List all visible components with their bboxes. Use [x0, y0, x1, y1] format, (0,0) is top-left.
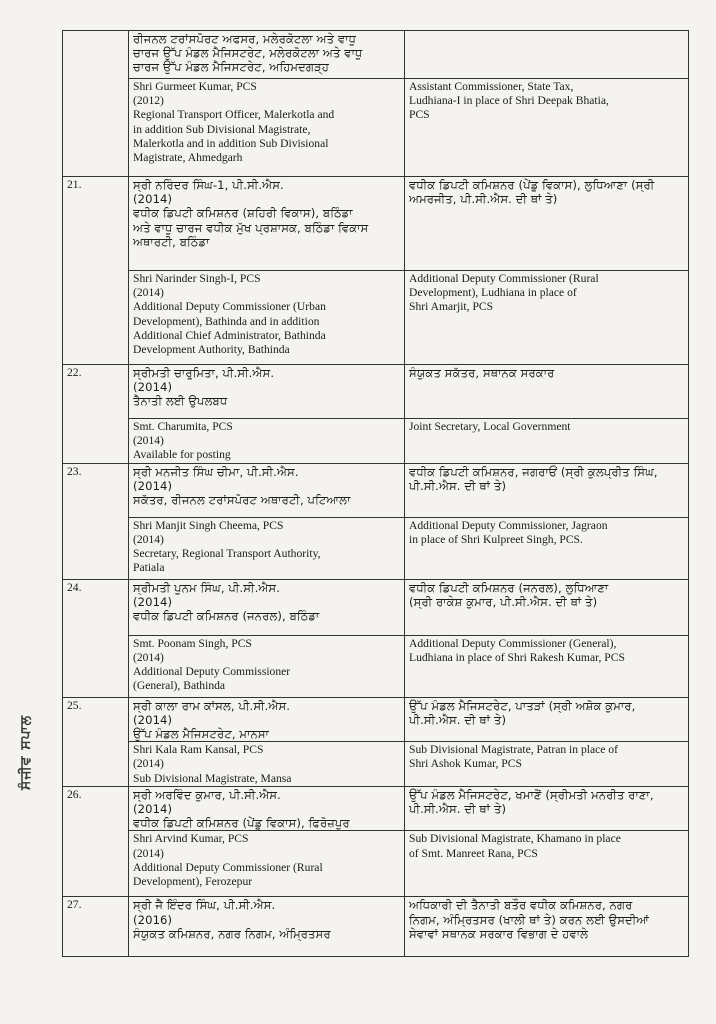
- text-line: ਸ੍ਰੀਮਤੀ ਪੂਨਮ ਸਿੰਘ, ਪੀ.ਸੀ.ਐਸ.: [133, 580, 281, 595]
- text-line: Smt. Poonam Singh, PCS: [133, 636, 252, 650]
- text-line: ਵਧੀਕ ਡਿਪਟੀ ਕਮਿਸ਼ਨਰ, ਜਗਰਾਓਂ (ਸ੍ਰੀ ਕੁਲਪ੍ਰੀਤ ਸਿੰਘ,: [409, 464, 658, 479]
- text-line: Regional Transport Officer, Malerkotla and: [133, 108, 335, 122]
- table-row: [63, 79, 689, 177]
- text-line: (2014): [133, 846, 164, 860]
- text-line: ਉੱਪ ਮੰਡਲ ਮੈਜਿਸਟਰੇਟ, ਮਾਨਸਾ: [133, 727, 269, 742]
- text-line: (2014): [133, 650, 164, 664]
- posting-cell-punjabi: [405, 31, 689, 79]
- text-line: ਸ੍ਰੀਮਤੀ ਚਾਰੂਮਿਤਾ, ਪੀ.ਸੀ.ਐਸ.: [133, 366, 275, 380]
- text-line: ਉੱਪ ਮੰਡਲ ਮੈਜਿਸਟਰੇਟ, ਪਾਤੜਾਂ (ਸ੍ਰੀ ਅਸ਼ੋਕ ਕੁਮਾਰ,: [409, 698, 636, 713]
- text-line: ਅਥਾਰਟੀ, ਬਠਿੰਡਾ: [133, 234, 210, 249]
- text-line: Available for posting: [133, 448, 231, 462]
- text-line: Shri Ashok Kumar, PCS: [409, 757, 522, 771]
- text-line: Joint Secretary, Local Government: [409, 420, 571, 433]
- text-line: Sub Divisional Magistrate, Mansa: [133, 771, 292, 785]
- text-line: (2014): [133, 532, 164, 546]
- text-line: Development), Bathinda and in addition: [133, 314, 320, 328]
- posting-cell-english: [405, 517, 689, 579]
- posting-cell-english: [405, 635, 689, 697]
- text-line: ਸ੍ਰੀ ਮਨਜੀਤ ਸਿੰਘ ਚੀਮਾ, ਪੀ.ਸੀ.ਐਸ.: [133, 464, 299, 479]
- text-line: (2014): [133, 802, 173, 817]
- text-line: Shri Kala Ram Kansal, PCS: [133, 743, 264, 757]
- officer-cell-english: [129, 635, 405, 697]
- text-line: Shri Arvind Kumar, PCS: [133, 832, 249, 846]
- serial-number: 26.: [63, 786, 129, 897]
- table-row: [63, 897, 689, 957]
- text-line: ਵਧੀਕ ਡਿਪਟੀ ਕਮਿਸ਼ਨਰ (ਜਨਰਲ), ਬਠਿੰਡਾ: [133, 609, 320, 624]
- text-line: ਸੰਯੁਕਤ ਸਕੱਤਰ, ਸਥਾਨਕ ਸਰਕਾਰ: [409, 366, 555, 380]
- officer-cell-punjabi: [129, 786, 405, 831]
- transfer-order-table: [62, 30, 689, 957]
- text-line: Patiala: [133, 561, 165, 575]
- text-line: Development), Ludhiana in place of: [409, 286, 577, 300]
- posting-cell-punjabi: [405, 786, 689, 831]
- text-line: Shri Narinder Singh-I, PCS: [133, 272, 261, 285]
- text-line: (General), Bathinda: [133, 679, 226, 693]
- posting-cell-english: [405, 79, 689, 177]
- text-line: Shri Manjit Singh Cheema, PCS: [133, 518, 284, 532]
- text-line: Additional Deputy Commissioner, Jagraon: [409, 518, 608, 532]
- text-line: ਅਤੇ ਵਾਧੂ ਚਾਰਜ ਵਧੀਕ ਮੁੱਖ ਪ੍ਰਸ਼ਾਸਕ, ਬਠਿੰਡਾ ਵਿਕਾਸ: [133, 220, 369, 235]
- officer-cell-english: [129, 517, 405, 579]
- table-row: [63, 697, 689, 742]
- text-line: ਪੀ.ਸੀ.ਐਸ. ਦੀ ਥਾਂ ਤੇ): [409, 478, 507, 493]
- text-line: Magistrate, Ahmedgarh: [133, 151, 243, 165]
- text-line: ਵਧੀਕ ਡਿਪਟੀ ਕਮਿਸ਼ਨਰ (ਜਨਰਲ), ਲੁਧਿਆਣਾ: [409, 580, 609, 595]
- posting-cell-punjabi: [405, 579, 689, 635]
- text-line: Secretary, Regional Transport Authority,: [133, 547, 321, 561]
- text-line: Ludhiana-I in place of Shri Deepak Bhatia,: [409, 94, 609, 108]
- posting-cell-english: [405, 271, 689, 365]
- table-row: [63, 786, 689, 831]
- text-line: ਚਾਰਜ ਉੱਪ ਮੰਡਲ ਮੈਜਿਸਟਰੇਟ, ਮਲੇਰਕੋਟਲਾ ਅਤੇ ਵਾਧੂ: [133, 46, 363, 61]
- serial-number: 23.: [63, 463, 129, 579]
- text-line: (2014): [133, 757, 164, 771]
- text-line: ਅਧਿਕਾਰੀ ਦੀ ਤੈਨਾਤੀ ਬਤੌਰ ਵਧੀਕ ਕਮਿਸ਼ਨਰ, ਨਗਰ: [409, 898, 633, 913]
- text-line: Additional Deputy Commissioner (Urban: [133, 300, 326, 314]
- table-body: [63, 31, 689, 957]
- posting-cell-punjabi: [405, 697, 689, 742]
- text-line: ਸ੍ਰੀ ਨਰਿੰਦਰ ਸਿੰਘ-1, ਪੀ.ਸੀ.ਐਸ.: [133, 178, 284, 192]
- officer-cell-punjabi: [129, 897, 405, 957]
- text-line: of Smt. Manreet Rana, PCS: [409, 846, 538, 860]
- serial-number: 21.: [63, 177, 129, 365]
- text-line: Shri Gurmeet Kumar, PCS: [133, 80, 257, 93]
- text-line: in addition Sub Divisional Magistrate,: [133, 122, 311, 136]
- table-row: [63, 517, 689, 579]
- posting-cell-english: [405, 419, 689, 464]
- table-row: [63, 419, 689, 464]
- text-line: Additional Deputy Commissioner: [133, 665, 291, 679]
- text-line: Development Authority, Bathinda: [133, 343, 290, 357]
- text-line: ਸੇਵਾਵਾਂ ਸਥਾਨਕ ਸਰਕਾਰ ਵਿਭਾਗ ਦੇ ਹਵਾਲੇ: [409, 926, 589, 941]
- text-line: ਵਧੀਕ ਡਿਪਟੀ ਕਮਿਸ਼ਨਰ (ਸ਼ਹਿਰੀ ਵਿਕਾਸ), ਬਠਿੰਡਾ: [133, 206, 353, 221]
- text-line: ਤੈਨਾਤੀ ਲਈ ਉਪਲਬਧ: [133, 394, 228, 409]
- text-line: Sub Divisional Magistrate, Khamano in place: [409, 832, 621, 846]
- table-row: [63, 635, 689, 697]
- text-line: (2014): [133, 434, 164, 448]
- table-row: [63, 365, 689, 419]
- posting-cell-punjabi: [405, 177, 689, 271]
- officer-cell-punjabi: [129, 31, 405, 79]
- officer-cell-english: [129, 419, 405, 464]
- text-line: ਸੰਯੁਕਤ ਕਮਿਸ਼ਨਰ, ਨਗਰ ਨਿਗਮ, ਅੰਮ੍ਰਿਤਸਰ: [133, 926, 331, 941]
- text-line: ਸ੍ਰੀ ਜੈ ਇੰਦਰ ਸਿੰਘ, ਪੀ.ਸੀ.ਐਸ.: [133, 898, 276, 913]
- text-line: (2014): [133, 712, 173, 727]
- text-line: (ਸ੍ਰੀ ਰਾਕੇਸ਼ ਕੁਮਾਰ, ਪੀ.ਸੀ.ਐਸ. ਦੀ ਥਾਂ ਤੇ): [409, 594, 598, 609]
- text-line: (2012): [133, 94, 164, 108]
- officer-cell-punjabi: [129, 177, 405, 271]
- table-row: [63, 271, 689, 365]
- text-line: ਸ੍ਰੀ ਕਾਲਾ ਰਾਮ ਕਾਂਸਲ, ਪੀ.ਸੀ.ਐਸ.: [133, 698, 291, 713]
- table-row: [63, 579, 689, 635]
- officer-cell-english: [129, 79, 405, 177]
- posting-cell-english: [405, 742, 689, 787]
- text-line: ਪੀ.ਸੀ.ਐਸ. ਦੀ ਥਾਂ ਤੇ): [409, 802, 507, 817]
- text-line: ਸਕੱਤਰ, ਰੀਜਨਲ ਟਰਾਂਸਪੋਰਟ ਅਥਾਰਟੀ, ਪਟਿਆਲਾ: [133, 493, 351, 508]
- text-line: Additional Deputy Commissioner (Rural: [133, 860, 323, 874]
- text-line: (2014): [133, 594, 173, 609]
- text-line: Ludhiana in place of Shri Rakesh Kumar, PCS: [409, 650, 625, 664]
- text-line: Additional Deputy Commissioner (Rural: [409, 272, 599, 285]
- text-line: in place of Shri Kulpreet Singh, PCS.: [409, 532, 583, 546]
- text-line: (2014): [133, 380, 173, 395]
- table-row: [63, 177, 689, 271]
- text-line: (2014): [133, 286, 164, 300]
- table-row: [63, 463, 689, 517]
- text-line: (2016): [133, 912, 173, 927]
- text-line: Assistant Commissioner, State Tax,: [409, 80, 574, 93]
- officer-cell-punjabi: [129, 463, 405, 517]
- serial-number: [63, 31, 129, 177]
- posting-cell-punjabi: [405, 897, 689, 957]
- text-line: ਰੀਜਨਲ ਟਰਾਂਸਪੋਰਟ ਅਫਸਰ, ਮਲੇਰਕੋਟਲਾ ਅਤੇ ਵਾਧੂ: [133, 32, 357, 46]
- officer-cell-punjabi: [129, 697, 405, 742]
- table-row: [63, 831, 689, 897]
- text-line: ਸ੍ਰੀ ਅਰਵਿੰਦ ਕੁਮਾਰ, ਪੀ.ਸੀ.ਐਸ.: [133, 787, 281, 802]
- text-line: Shri Amarjit, PCS: [409, 300, 494, 314]
- text-line: Sub Divisional Magistrate, Patran in place of: [409, 743, 618, 757]
- text-line: ਅਮਰਜੀਤ, ਪੀ.ਸੀ.ਐਸ. ਦੀ ਥਾਂ ਤੇ): [409, 192, 558, 207]
- text-line: PCS: [409, 108, 430, 122]
- text-line: ਉੱਪ ਮੰਡਲ ਮੈਜਿਸਟਰੇਟ, ਖਮਾਣੋਂ (ਸ੍ਰੀਮਤੀ ਮਨਰੀਤ ਰਾਣਾ,: [409, 787, 654, 802]
- text-line: Additional Deputy Commissioner (General),: [409, 636, 617, 650]
- officer-cell-punjabi: [129, 365, 405, 419]
- table-row: [63, 31, 689, 79]
- text-line: ਵਧੀਕ ਡਿਪਟੀ ਕਮਿਸ਼ਨਰ (ਪੇਂਡੂ ਵਿਕਾਸ), ਫਿਰੋਜ਼ਪੁਰ: [133, 816, 350, 831]
- serial-number: 24.: [63, 579, 129, 697]
- text-line: ਪੀ.ਸੀ.ਐਸ. ਦੀ ਥਾਂ ਤੇ): [409, 712, 507, 727]
- margin-signature: ਸੰਜੀਵ ਸਪਾਲ: [18, 714, 34, 790]
- officer-cell-english: [129, 742, 405, 787]
- serial-number: 22.: [63, 365, 129, 464]
- officer-cell-english: [129, 271, 405, 365]
- posting-cell-english: [405, 831, 689, 897]
- text-line: Additional Chief Administrator, Bathinda: [133, 328, 326, 342]
- text-line: ਚਾਰਜ ਉੱਪ ਮੰਡਲ ਮੈਜਿਸਟਰੇਟ, ਅਹਿਮਦਗੜ੍ਹ: [133, 60, 329, 75]
- text-line: (2014): [133, 192, 173, 207]
- table-row: [63, 742, 689, 787]
- serial-number: 25.: [63, 697, 129, 786]
- text-line: Development), Ferozepur: [133, 875, 253, 889]
- posting-cell-punjabi: [405, 365, 689, 419]
- text-line: Malerkotla and in addition Sub Divisional: [133, 136, 329, 150]
- officer-cell-punjabi: [129, 579, 405, 635]
- text-line: (2014): [133, 478, 173, 493]
- text-line: ਵਧੀਕ ਡਿਪਟੀ ਕਮਿਸ਼ਨਰ (ਪੇਂਡੂ ਵਿਕਾਸ), ਲੁਧਿਆਣਾ (ਸ੍ਰੀ: [409, 178, 655, 192]
- serial-number: 27.: [63, 897, 129, 957]
- posting-cell-punjabi: [405, 463, 689, 517]
- text-line: ਨਿਗਮ, ਅੰਮ੍ਰਿਤਸਰ (ਖਾਲੀ ਥਾਂ ਤੇ) ਕਰਨ ਲਈ ਉਸਦੀਆਂ: [409, 912, 650, 927]
- text-line: Smt. Charumita, PCS: [133, 420, 233, 433]
- officer-cell-english: [129, 831, 405, 897]
